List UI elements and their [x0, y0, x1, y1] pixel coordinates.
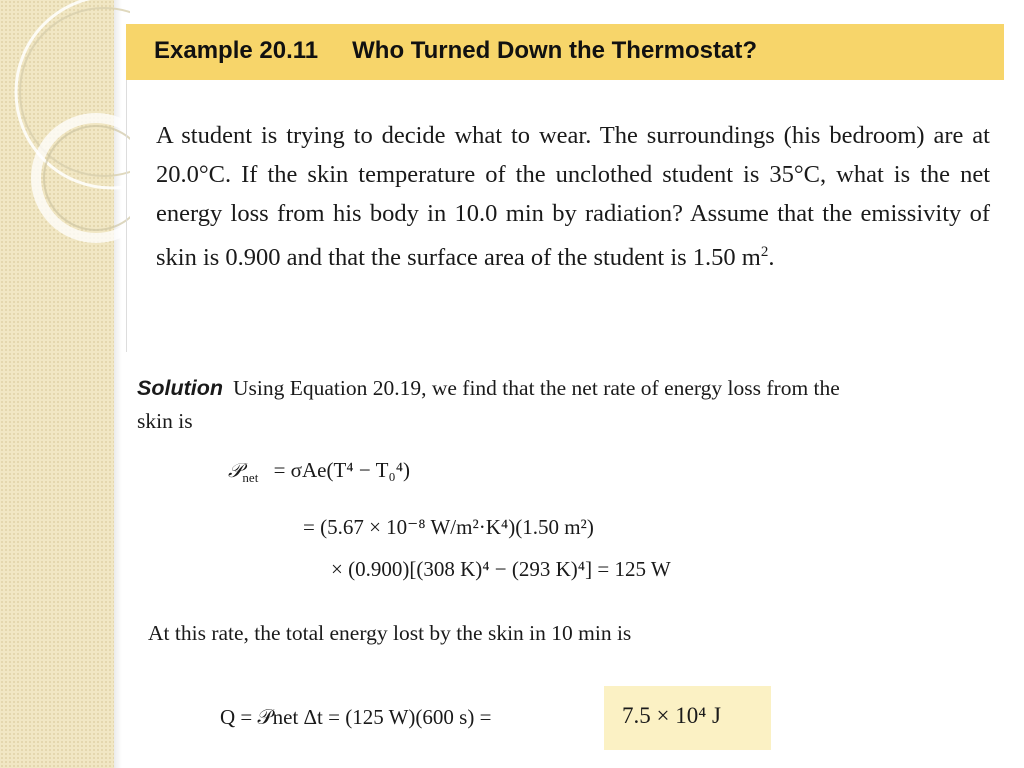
- problem-text: A student is trying to decide what to wear. The surroundings (his bedroom) are at 20.0°C. If the skin temperature of the unclothed student is 35°C, what is the net energy loss from his body in 10.0 min by radiation? Assume that the emissivity of skin is 0.900 and that the surface area of the student is 1.50 m: [156, 122, 990, 272]
- power-subscript: net: [242, 470, 259, 485]
- decorative-circles: [0, 0, 130, 260]
- problem-exponent: 2: [760, 244, 769, 260]
- equation-line-1: [228, 458, 410, 486]
- solution-intro: Using Equation 20.19, we find that the net rate of energy loss from the skin is: [137, 376, 840, 433]
- final-equation: Q = 𝒫net Δt = (125 W)(600 s) =: [220, 705, 492, 729]
- example-title-bar: [126, 24, 1004, 80]
- solution-paragraph: [137, 372, 867, 438]
- divider: [126, 80, 127, 352]
- equation-line-2: = (5.67 × 10⁻⁸ W/m²·K⁴)(1.50 m²): [303, 515, 594, 539]
- example-number: Example 20.11: [154, 37, 319, 64]
- example-title: [154, 37, 757, 65]
- power-symbol: 𝒫: [228, 458, 243, 482]
- solution-heading: Solution: [137, 376, 223, 400]
- problem-statement: [156, 116, 990, 277]
- equation-rhs-1: = σAe(T⁴ − T₀⁴): [273, 458, 411, 482]
- equation-line-3: × (0.900)[(308 K)⁴ − (293 K)⁴] = 125 W: [331, 557, 671, 581]
- example-heading: Who Turned Down the Thermostat?: [352, 37, 757, 64]
- final-answer: 7.5 × 10⁴ J: [622, 703, 721, 728]
- rate-statement: At this rate, the total energy lost by the skin in 10 min is: [148, 621, 632, 645]
- problem-end: .: [768, 244, 775, 272]
